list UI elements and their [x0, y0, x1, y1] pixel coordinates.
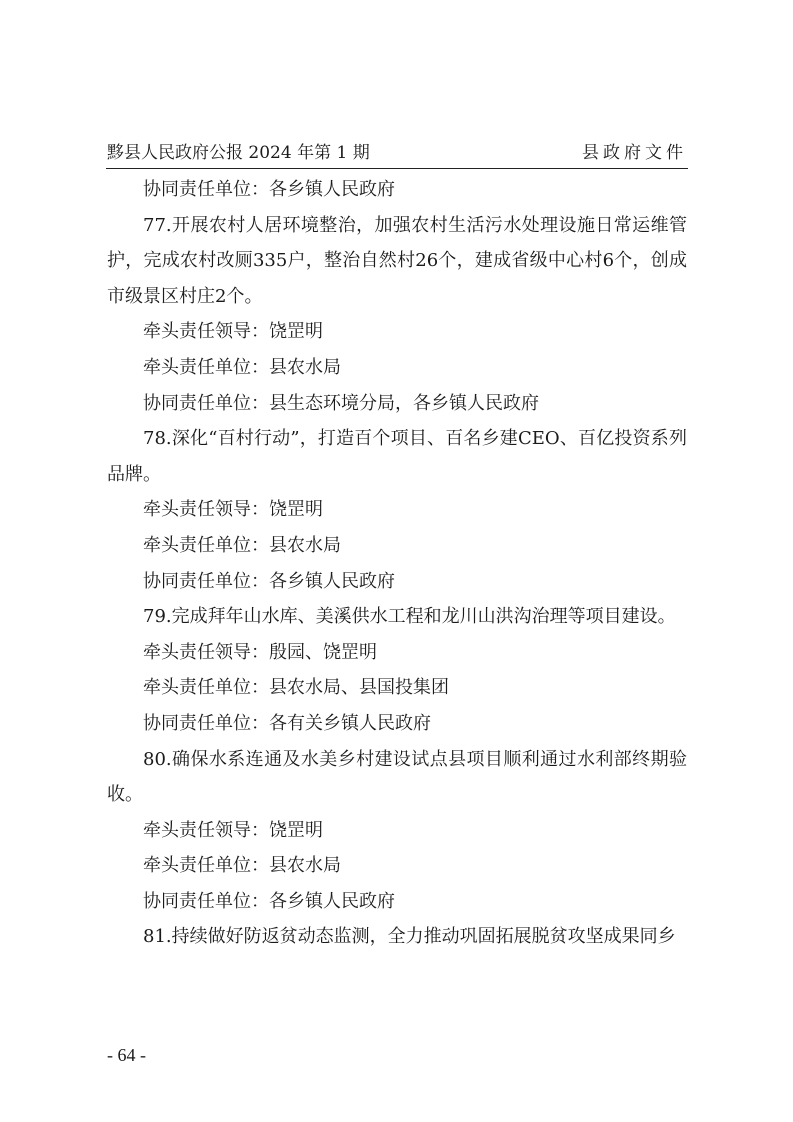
document-body — [107, 172, 687, 955]
paragraph-lead-leader: 牵头责任领导：殷园、饶罡明 — [143, 641, 377, 663]
paragraph-item-81: 81.持续做好防返贫动态监测，全力推动巩固拓展脱贫攻坚成果同乡 — [143, 926, 676, 948]
paragraph-lead-unit: 牵头责任单位：县农水局 — [143, 534, 341, 556]
paragraph-lead-unit: 牵头责任单位：县农水局 — [143, 855, 341, 877]
paragraph-item-80: 80.确保水系连通及水美乡村建设试点县项目顺利通过水利部终期验收。 — [107, 748, 687, 806]
paragraph-item-78: 78.深化“百村行动”，打造百个项目、百名乡建CEO、百亿投资系列品牌。 — [107, 428, 687, 485]
running-header — [107, 138, 687, 168]
section-label: 县政府文件 — [582, 143, 687, 163]
paragraph-item-77: 77.开展农村人居环境整治，加强农村生活污水处理设施日常运维管护，完成农村改厕335户，整治自然村26个，建成省级中心村6个，创成市级景区村庄2个。 — [107, 214, 687, 307]
paragraph-cooperating-unit: 协同责任单位：各乡镇人民政府 — [143, 179, 395, 200]
paragraph-lead-leader: 牵头责任领导：饶罡明 — [143, 819, 323, 841]
paragraph-item-79: 79.完成拜年山水库、美溪供水工程和龙川山洪沟治理等项目建设。 — [143, 606, 676, 628]
paragraph-lead-unit: 牵头责任单位：县农水局 — [143, 356, 341, 378]
paragraph-lead-leader: 牵头责任领导：饶罡明 — [143, 499, 323, 521]
page-number: - 64 - — [107, 1045, 146, 1065]
paragraph-cooperating-unit: 协同责任单位：县生态环境分局，各乡镇人民政府 — [143, 392, 539, 414]
paragraph-lead-unit: 牵头责任单位：县农水局、县国投集团 — [143, 677, 449, 699]
paragraph-lead-leader: 牵头责任领导：饶罡明 — [143, 321, 323, 343]
header-rule — [106, 168, 688, 169]
paragraph-cooperating-unit: 协同责任单位：各乡镇人民政府 — [143, 890, 395, 912]
paragraph-cooperating-unit: 协同责任单位：各乡镇人民政府 — [143, 570, 395, 592]
publication-title: 黟县人民政府公报 2024 年第 1 期 — [107, 143, 370, 163]
paragraph-cooperating-unit: 协同责任单位：各有关乡镇人民政府 — [143, 712, 431, 734]
